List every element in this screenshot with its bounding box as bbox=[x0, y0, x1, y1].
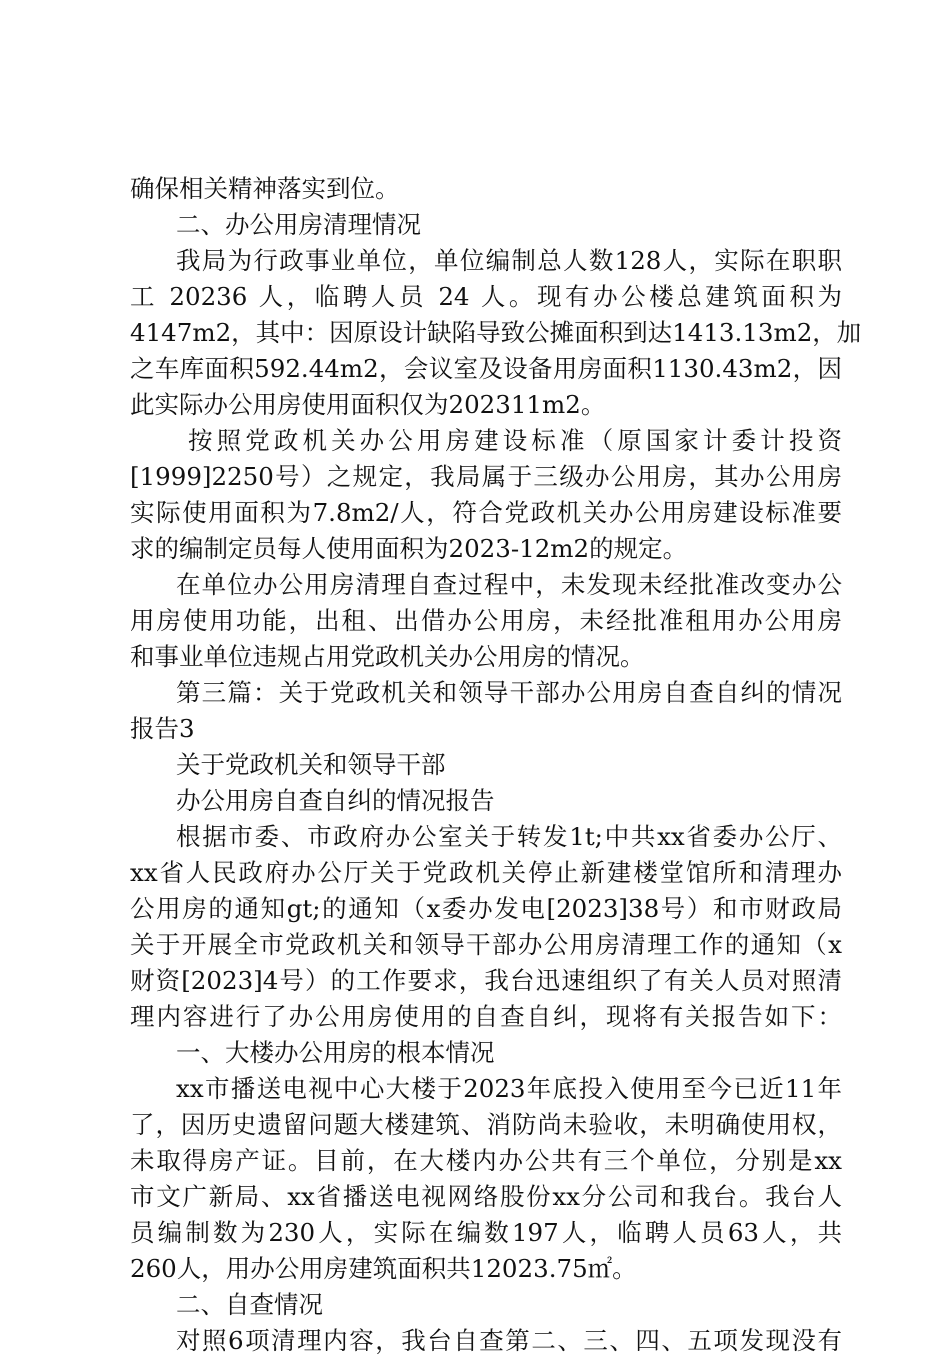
text-line: [1999]2250号）之规定，我局属于三级办公用房，其办公用房 bbox=[130, 462, 842, 491]
text-line: 用房使用功能，出租、出借办公用房，未经批准租用办公用房 bbox=[130, 606, 842, 635]
chapter-heading: 第三篇：关于党政机关和领导干部办公用房自查自纠的情况 bbox=[176, 678, 842, 707]
text-line: 我局为行政事业单位，单位编制总人数128人，实际在职职 bbox=[176, 246, 842, 275]
text-line: 求的编制定员每人使用面积为2023-12m2的规定。 bbox=[130, 534, 688, 563]
section-heading: 一、大楼办公用房的根本情况 bbox=[176, 1038, 495, 1067]
text-line: 按照党政机关办公用房建设标准（原国家计委计投资 bbox=[188, 426, 842, 455]
text-line: 实际使用面积为7.8m2/人，符合党政机关办公用房建设标准要 bbox=[130, 498, 842, 527]
text-line: 根据市委、市政府办公室关于转发1t;中共xx省委办公厅、 bbox=[176, 822, 842, 851]
text-line: 对照6项清理内容，我台自查第二、三、四、五项发现没有 bbox=[176, 1326, 842, 1355]
text-line: 关于开展全市党政机关和领导干部办公用房清理工作的通知（x bbox=[130, 930, 842, 959]
text-line: xx市播送电视中心大楼于2023年底投入使用至今已近11年 bbox=[176, 1074, 842, 1103]
chapter-heading: 报告3 bbox=[130, 714, 195, 743]
text-line: 之车库面积592.44m2，会议室及设备用房面积1130.43m2，因 bbox=[130, 354, 842, 383]
text-line: 财资[2023]4号）的工作要求，我台迅速组织了有关人员对照清 bbox=[130, 966, 842, 995]
text-line: 市文广新局、xx省播送电视网络股份xx分公司和我台。我台人 bbox=[130, 1182, 842, 1211]
text-line: 和事业单位违规占用党政机关办公用房的情况。 bbox=[130, 642, 645, 671]
text-line: 员编制数为230人，实际在编数197人，临聘人员63人，共 bbox=[130, 1218, 842, 1247]
text-line: 260人，用办公用房建筑面积共12023.75㎡。 bbox=[130, 1254, 637, 1283]
text-line: 4147m2，其中：因原设计缺陷导致公摊面积到达1413.13m2，加 bbox=[130, 318, 862, 347]
section-heading: 二、办公用房清理情况 bbox=[176, 210, 421, 239]
section-heading: 二、自查情况 bbox=[176, 1290, 323, 1319]
text-line: 未取得房产证。目前，在大楼内办公共有三个单位，分别是xx bbox=[130, 1146, 842, 1175]
text-line: 确保相关精神落实到位。 bbox=[130, 174, 400, 203]
text-line: 了，因历史遗留问题大楼建筑、消防尚未验收，未明确使用权， bbox=[130, 1110, 842, 1139]
text-line: 在单位办公用房清理自查过程中，未发现未经批准改变办公 bbox=[176, 570, 842, 599]
text-line: xx省人民政府办公厅关于党政机关停止新建楼堂馆所和清理办 bbox=[130, 858, 842, 887]
text-line: 理内容进行了办公用房使用的自查自纠，现将有关报告如下： bbox=[130, 1002, 842, 1031]
report-title: 关于党政机关和领导干部 bbox=[176, 750, 446, 779]
text-line: 此实际办公用房使用面积仅为202311m2。 bbox=[130, 390, 606, 419]
text-line: 公用房的通知gt;的通知（x委办发电[2023]38号）和市财政局 bbox=[130, 894, 842, 923]
report-title: 办公用房自查自纠的情况报告 bbox=[176, 786, 495, 815]
text-line: 工 20236 人，临聘人员 24 人。现有办公楼总建筑面积为 bbox=[130, 282, 842, 311]
